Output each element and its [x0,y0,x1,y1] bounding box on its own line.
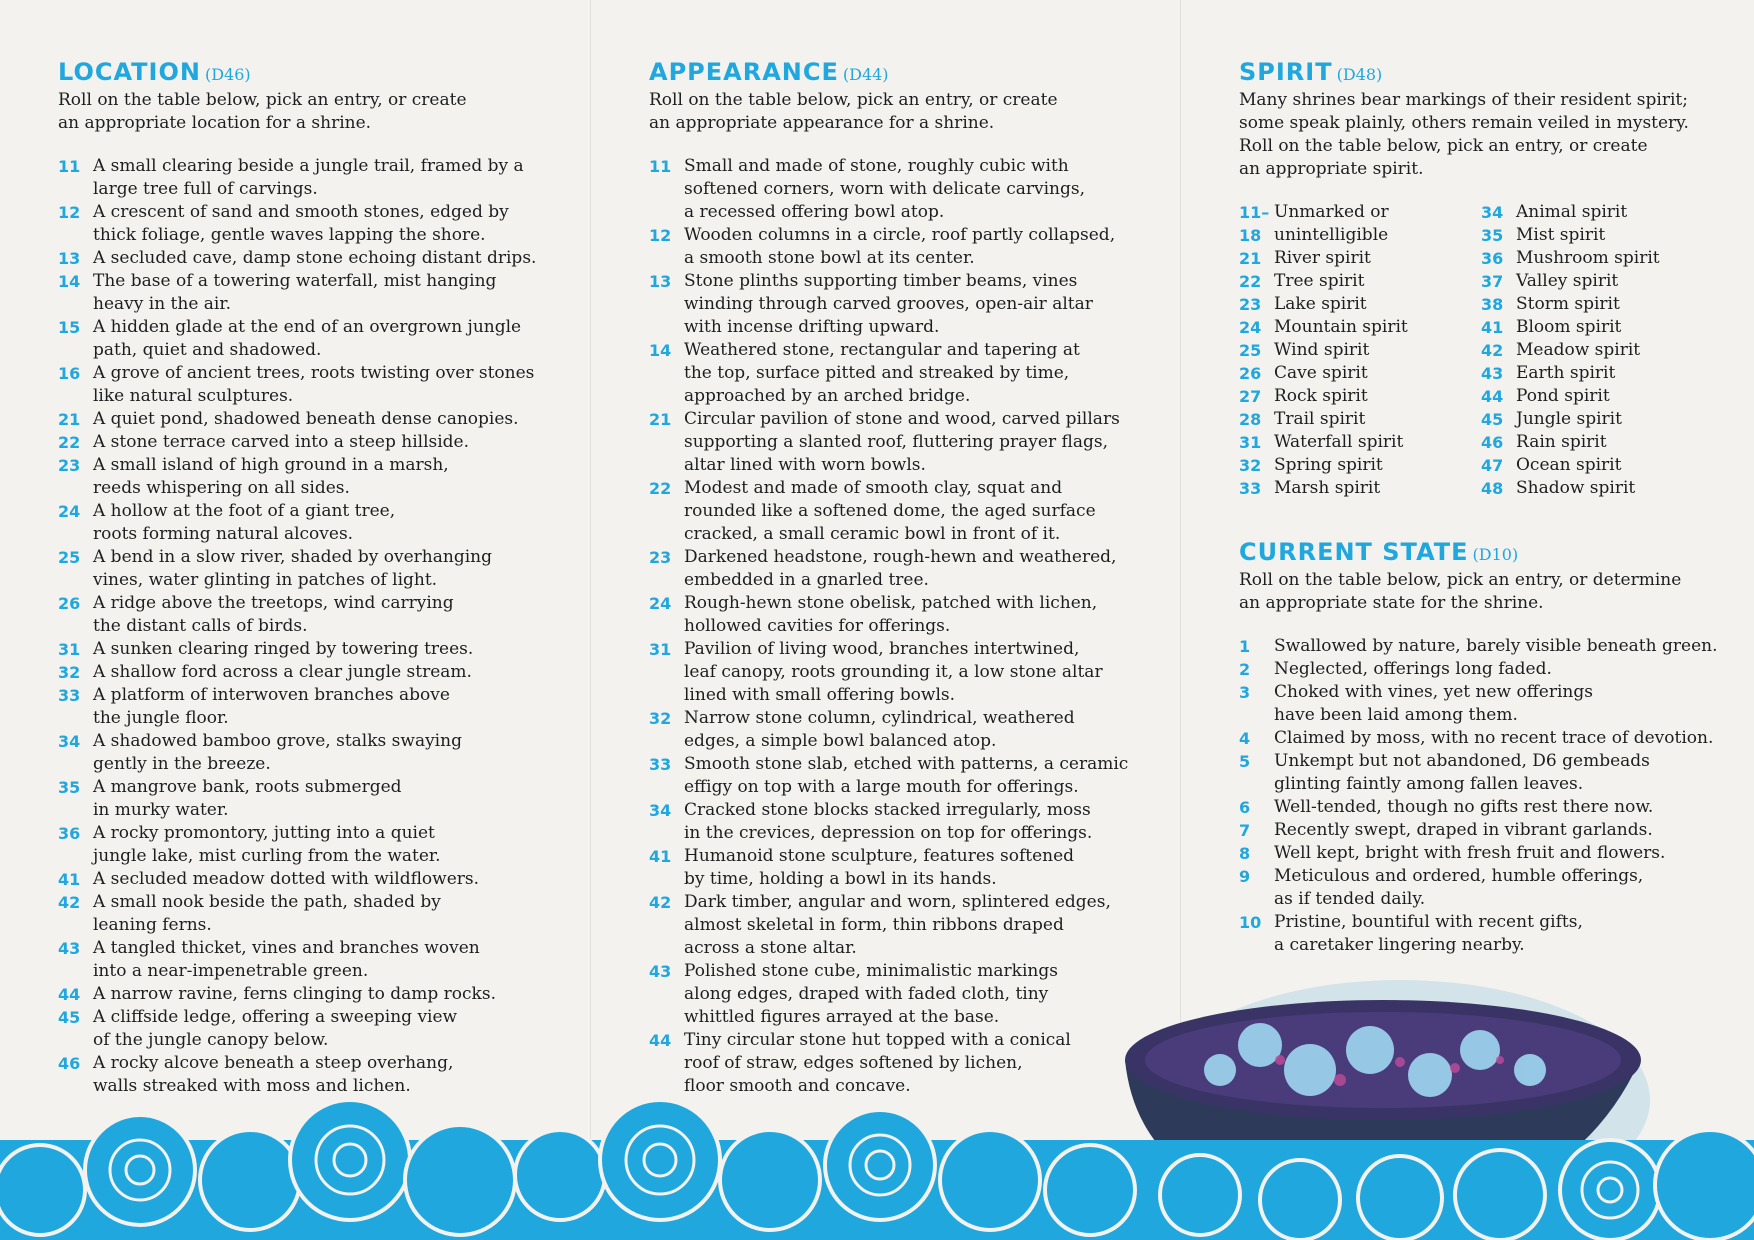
roll-number: 44 [649,1031,672,1050]
table-row [1481,431,1723,454]
entry-text: A grove of ancient trees, roots twisting over stones like natural sculptures. [93,363,535,406]
roll-number: 24 [1239,318,1262,337]
roll-number: 22 [649,479,672,498]
roll-number: 44 [58,985,81,1004]
spirit-section [1239,58,1739,500]
roll-number: 42 [58,893,81,912]
table-row [1481,201,1723,224]
location-intro: Roll on the table below, pick an entry, or create an appropriate location for a shrine. [58,90,467,133]
entry-text: A hollow at the foot of a giant tree, roots forming natural alcoves. [93,501,396,544]
table-row [1239,750,1739,796]
roll-number: 32 [1239,456,1262,475]
roll-number: 38 [1481,295,1504,314]
entry-text: A mangrove bank, roots submerged in murky water. [93,777,402,820]
spirit-table [1239,201,1739,500]
entry-text: A quiet pond, shadowed beneath dense canopies. [93,409,519,429]
location-title: LOCATION [58,58,201,86]
table-row [58,776,558,822]
entry-text: Bloom spirit [1516,317,1622,337]
roll-number: 7 [1239,821,1251,840]
location-dice: (D46) [204,65,251,84]
table-row [1481,316,1723,339]
table-row [649,224,1149,270]
appearance-table [649,155,1149,1098]
roll-number: 21 [58,410,81,429]
roll-number: 5 [1239,752,1251,771]
entry-text: Mist spirit [1516,225,1606,245]
roll-number: 44 [1481,387,1504,406]
spirit-dice: (D48) [1336,65,1383,84]
entry-text: Meadow spirit [1516,340,1641,360]
entry-text: Narrow stone column, cylindrical, weathered edges, a simple bowl balanced atop. [684,708,1075,751]
table-row [58,822,558,868]
roll-number: 43 [1481,364,1504,383]
table-row [1481,247,1723,270]
entry-text: Stone plinths supporting timber beams, vines winding through carved grooves, open-air altar with incense drifting upward. [684,271,1093,337]
roll-number: 11 [58,157,81,176]
roll-number: 41 [649,847,672,866]
roll-number: 47 [1481,456,1504,475]
entry-text: Modest and made of smooth clay, squat and rounded like a softened dome, the aged surface cracked, a small ceramic bowl in front of it. [684,478,1096,544]
roll-number: 21 [1239,249,1262,268]
entry-text: A sunken clearing ringed by towering trees. [93,639,474,659]
location-heading [58,58,558,89]
entry-text: Polished stone cube, minimalistic markings along edges, draped with faded cloth, tiny whittled figures arrayed at the base. [684,961,1058,1027]
roll-number: 26 [1239,364,1262,383]
table-row [1481,224,1723,247]
table-row [1481,477,1723,500]
table-row [58,201,558,247]
table-row [58,270,558,316]
entry-text: Weathered stone, rectangular and tapering at the top, surface pitted and streaked by time, approached by an arched bridge. [684,340,1080,406]
roll-number: 46 [1481,433,1504,452]
entry-text: A bend in a slow river, shaded by overhanging vines, water glinting in patches of light. [93,547,492,590]
table-row [1239,408,1481,431]
table-row [1239,431,1481,454]
table-row [58,546,558,592]
table-row [1481,454,1723,477]
roll-number: 24 [58,502,81,521]
roll-number: 1 [1239,637,1251,656]
table-row [1239,681,1739,727]
entry-text: A secluded cave, damp stone echoing distant drips. [93,248,537,268]
entry-text: Valley spirit [1516,271,1619,291]
entry-text: Smooth stone slab, etched with patterns, a ceramic effigy on top with a large mouth for offerings. [684,754,1129,797]
table-row [58,891,558,937]
table-row [1239,796,1739,819]
entry-text: Unmarked or unintelligible [1274,202,1389,245]
roll-number: 13 [649,272,672,291]
entry-text: A shallow ford across a clear jungle stream. [93,662,472,682]
entry-text: A platform of interwoven branches above the jungle floor. [93,685,450,728]
roll-number: 27 [1239,387,1262,406]
entry-text: Pond spirit [1516,386,1610,406]
entry-text: Ocean spirit [1516,455,1622,475]
roll-number: 31 [1239,433,1262,452]
entry-text: Cave spirit [1274,363,1368,383]
roll-number: 12 [58,203,81,222]
roll-number: 34 [1481,203,1504,222]
entry-text: Darkened headstone, rough-hewn and weathered, embedded in a gnarled tree. [684,547,1117,590]
entry-text: Well-tended, though no gifts rest there now. [1274,797,1654,817]
roll-number: 46 [58,1054,81,1073]
table-row [1239,270,1481,293]
entry-text: Waterfall spirit [1274,432,1404,452]
entry-text: Recently swept, draped in vibrant garlands. [1274,820,1653,840]
roll-number: 41 [1481,318,1504,337]
entry-text: Small and made of stone, roughly cubic with softened corners, worn with delicate carvings, a recessed offering bowl atop. [684,156,1085,222]
entry-text: Wind spirit [1274,340,1370,360]
roll-number: 34 [58,732,81,751]
entry-text: A ridge above the treetops, wind carrying the distant calls of birds. [93,593,454,636]
table-row [1239,658,1739,681]
entry-text: Spring spirit [1274,455,1383,475]
roll-number: 11 [649,157,672,176]
table-row [1481,339,1723,362]
roll-number: 37 [1481,272,1504,291]
roll-number: 23 [649,548,672,567]
entry-text: A tangled thicket, vines and branches woven into a near-impenetrable green. [93,938,480,981]
roll-number: 23 [1239,295,1262,314]
table-row [58,500,558,546]
table-row [58,408,558,431]
state-title: CURRENT STATE [1239,538,1469,566]
entry-text: Pavilion of living wood, branches intertwined, leaf canopy, roots grounding it, a low stone altar lined with small offering bowls. [684,639,1103,705]
roll-number: 32 [58,663,81,682]
roll-number: 36 [58,824,81,843]
table-row [1481,385,1723,408]
appearance-heading [649,58,1149,89]
spirit-heading [1239,58,1739,89]
roll-number: 6 [1239,798,1251,817]
table-row [649,707,1149,753]
roll-number: 34 [649,801,672,820]
entry-text: Meticulous and ordered, humble offerings, as if tended daily. [1274,866,1644,909]
table-row [649,799,1149,845]
roll-number: 22 [58,433,81,452]
table-row [1239,635,1739,658]
entry-text: Humanoid stone sculpture, features softened by time, holding a bowl in its hands. [684,846,1075,889]
roll-number: 4 [1239,729,1251,748]
table-row [58,983,558,1006]
page-fold-1 [590,0,591,1240]
roll-number: 33 [1239,479,1262,498]
table-row [649,477,1149,546]
entry-text: Rough-hewn stone obelisk, patched with lichen, hollowed cavities for offerings. [684,593,1098,636]
roll-number: 22 [1239,272,1262,291]
entry-text: A crescent of sand and smooth stones, edged by thick foliage, gentle waves lapping the shore. [93,202,509,245]
entry-text: A stone terrace carved into a steep hillside. [93,432,470,452]
entry-text: Mountain spirit [1274,317,1408,337]
swirl-waves-decoration [0,1070,1754,1240]
roll-number: 36 [1481,249,1504,268]
table-row [1481,408,1723,431]
table-row [1239,316,1481,339]
entry-text: Well kept, bright with fresh fruit and flowers. [1274,843,1666,863]
table-row [649,960,1149,1029]
entry-text: A shadowed bamboo grove, stalks swaying gently in the breeze. [93,731,462,774]
roll-number: 42 [1481,341,1504,360]
entry-text: A cliffside ledge, offering a sweeping view of the jungle canopy below. [93,1007,458,1050]
roll-number: 42 [649,893,672,912]
state-section [1239,538,1739,957]
roll-number: 33 [58,686,81,705]
table-row [649,753,1149,799]
entry-text: A small island of high ground in a marsh, reeds whispering on all sides. [93,455,449,498]
roll-number: 14 [58,272,81,291]
table-row [1481,293,1723,316]
table-row [1239,477,1481,500]
table-row [1481,270,1723,293]
table-row [649,592,1149,638]
entry-text: Trail spirit [1274,409,1366,429]
table-row [649,339,1149,408]
entry-text: Wooden columns in a circle, roof partly collapsed, a smooth stone bowl at its center. [684,225,1116,268]
spirit-table-left [1239,201,1481,500]
roll-number: 33 [649,755,672,774]
table-row [649,408,1149,477]
roll-number: 16 [58,364,81,383]
roll-number: 21 [649,410,672,429]
state-table [1239,635,1739,957]
entry-text: Pristine, bountiful with recent gifts, a caretaker lingering nearby. [1274,912,1583,955]
entry-text: Circular pavilion of stone and wood, carved pillars supporting a slanted roof, fluttering prayer flags, altar lined with worn bowls. [684,409,1120,475]
table-row [58,316,558,362]
entry-text: Cracked stone blocks stacked irregularly, moss in the crevices, depression on top for offerings. [684,800,1093,843]
roll-number: 26 [58,594,81,613]
entry-text: Tree spirit [1274,271,1365,291]
roll-number: 8 [1239,844,1251,863]
entry-text: Claimed by moss, with no recent trace of devotion. [1274,728,1714,748]
roll-number: 23 [58,456,81,475]
table-row [649,155,1149,224]
entry-text: The base of a towering waterfall, mist hanging heavy in the air. [93,271,497,314]
table-row [1239,201,1481,247]
entry-text: Choked with vines, yet new offerings have been laid among them. [1274,682,1593,725]
roll-number: 24 [649,594,672,613]
table-row [649,270,1149,339]
table-row [1239,865,1739,911]
entry-text: Marsh spirit [1274,478,1381,498]
roll-number: 35 [58,778,81,797]
appearance-title: APPEARANCE [649,58,839,86]
table-row [58,247,558,270]
state-heading [1239,538,1739,569]
appearance-section [649,58,1149,1098]
roll-number: 41 [58,870,81,889]
table-row [1239,362,1481,385]
entry-text: Neglected, offerings long faded. [1274,659,1552,679]
table-row [58,730,558,776]
table-row [1239,819,1739,842]
table-row [649,546,1149,592]
entry-text: Jungle spirit [1516,409,1622,429]
appearance-dice: (D44) [842,65,889,84]
table-row [649,845,1149,891]
entry-text: Tiny circular stone hut topped with a conical roof of straw, edges softened by lichen, floor smooth and concave. [684,1030,1071,1096]
spirit-title: SPIRIT [1239,58,1333,86]
entry-text: A small nook beside the path, shaded by leaning ferns. [93,892,441,935]
table-row [649,891,1149,960]
table-row [1481,362,1723,385]
entry-text: Unkempt but not abandoned, D6 gembeads glinting faintly among fallen leaves. [1274,751,1650,794]
table-row [58,454,558,500]
roll-number: 25 [58,548,81,567]
entry-text: Lake spirit [1274,294,1367,314]
entry-text: A narrow ravine, ferns clinging to damp rocks. [93,984,496,1004]
roll-number: 28 [1239,410,1262,429]
spirit-table-right [1481,201,1723,500]
spirit-intro: Many shrines bear markings of their resident spirit; some speak plainly, others remain veiled in mystery. Roll on the table below, pick an entry, or create an appropriate spirit. [1239,90,1689,179]
roll-number: 31 [649,640,672,659]
table-row [1239,842,1739,865]
table-row [1239,727,1739,750]
entry-text: A rocky alcove beneath a steep overhang, walls streaked with moss and lichen. [93,1053,454,1096]
entry-text: Storm spirit [1516,294,1620,314]
table-row [58,155,558,201]
roll-number: 9 [1239,867,1251,886]
entry-text: Dark timber, angular and worn, splintered edges, almost skeletal in form, thin ribbons draped across a stone altar. [684,892,1111,958]
table-row [1239,293,1481,316]
roll-number: 43 [58,939,81,958]
entry-text: Swallowed by nature, barely visible beneath green. [1274,636,1718,656]
location-section [58,58,558,1098]
entry-text: Shadow spirit [1516,478,1636,498]
roll-number: 32 [649,709,672,728]
roll-number: 25 [1239,341,1262,360]
roll-number: 13 [58,249,81,268]
entry-text: Earth spirit [1516,363,1616,383]
roll-number: 45 [1481,410,1504,429]
table-row [58,937,558,983]
table-row [58,684,558,730]
entry-text: A hidden glade at the end of an overgrown jungle path, quiet and shadowed. [93,317,522,360]
appearance-intro: Roll on the table below, pick an entry, or create an appropriate appearance for a shrine. [649,90,1058,133]
entry-text: Animal spirit [1516,202,1628,222]
roll-number: 45 [58,1008,81,1027]
state-intro: Roll on the table below, pick an entry, or determine an appropriate state for the shrine. [1239,570,1682,613]
table-row [58,661,558,684]
table-row [58,1006,558,1052]
roll-number: 2 [1239,660,1251,679]
entry-text: River spirit [1274,248,1371,268]
state-dice: (D10) [1472,545,1519,564]
roll-number: 14 [649,341,672,360]
roll-number: 31 [58,640,81,659]
table-row [1239,454,1481,477]
location-table [58,155,558,1098]
table-row [1239,385,1481,408]
roll-number: 11– 18 [1239,203,1270,245]
roll-number: 43 [649,962,672,981]
roll-number: 48 [1481,479,1504,498]
roll-number: 15 [58,318,81,337]
entry-text: Rain spirit [1516,432,1607,452]
table-row [58,592,558,638]
entry-text: A small clearing beside a jungle trail, framed by a large tree full of carvings. [93,156,524,199]
entry-text: Mushroom spirit [1516,248,1660,268]
entry-text: A rocky promontory, jutting into a quiet jungle lake, mist curling from the water. [93,823,441,866]
entry-text: Rock spirit [1274,386,1368,406]
table-row [649,638,1149,707]
roll-number: 35 [1481,226,1504,245]
table-row [58,868,558,891]
table-row [58,638,558,661]
table-row [1239,339,1481,362]
roll-number: 12 [649,226,672,245]
table-row [1239,247,1481,270]
table-row [58,431,558,454]
roll-number: 3 [1239,683,1251,702]
table-row [58,362,558,408]
roll-number: 10 [1239,913,1262,932]
entry-text: A secluded meadow dotted with wildflowers. [93,869,480,889]
